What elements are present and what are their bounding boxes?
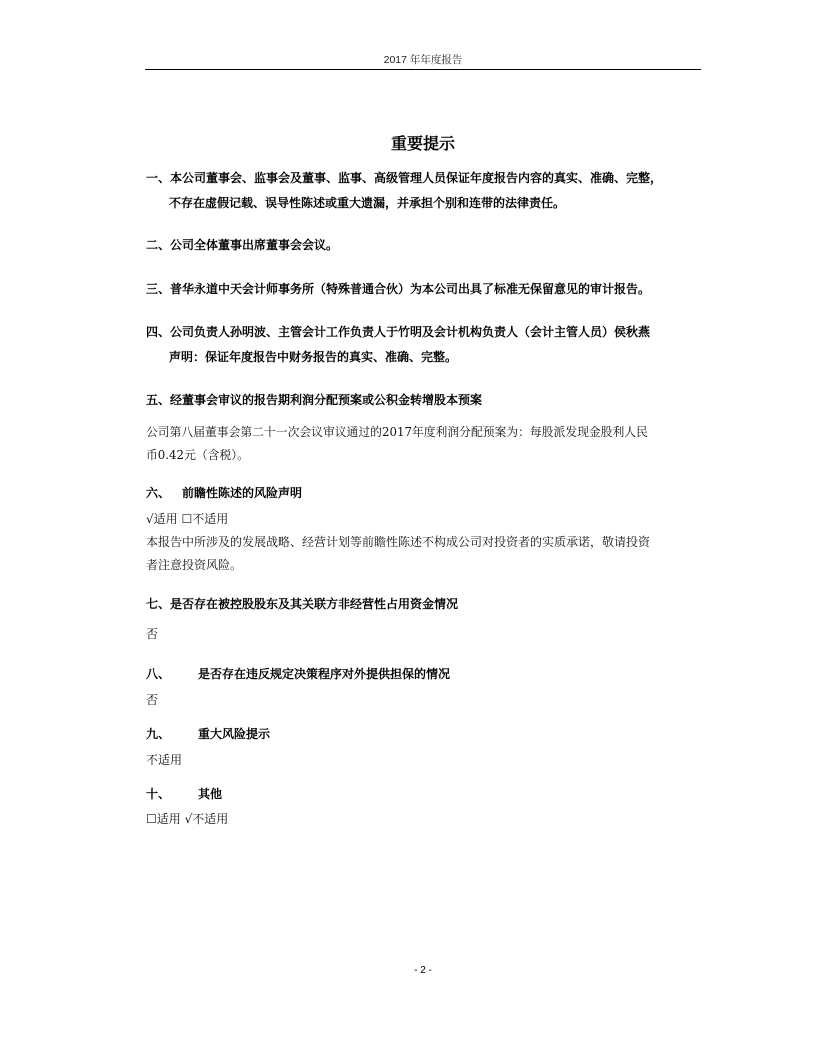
section-8-answer: 否 bbox=[146, 693, 159, 707]
section-8-title: 是否存在违反规定决策程序对外提供担保的情况 bbox=[198, 667, 451, 681]
page-title: 重要提示 bbox=[390, 134, 455, 153]
item-1-line-1: 一、本公司董事会、监事会及董事、监事、高级管理人员保证年度报告内容的真实、准确、完整， bbox=[146, 171, 663, 185]
section-9-heading bbox=[146, 722, 270, 747]
section-10-applicability: ☐适用 √不适用 bbox=[146, 812, 229, 826]
item-3: 三、普华永道中天会计师事务所（特殊普通合伙）为本公司出具了标准无保留意见的审计报告。 bbox=[146, 282, 651, 296]
section-10-number: 十、 bbox=[146, 787, 171, 801]
item-4-line-1: 四、公司负责人孙明波、主管会计工作负责人于竹明及会计机构负责人（会计主管人员）侯秋燕 bbox=[146, 325, 651, 339]
section-7-heading: 七、是否存在被控股股东及其关联方非经营性占用资金情况 bbox=[146, 597, 459, 611]
section-5-body bbox=[146, 421, 648, 467]
item-4 bbox=[146, 320, 650, 370]
section-5-body-line-2: 币0.42元（含税）。 bbox=[146, 448, 249, 462]
section-7-answer: 否 bbox=[146, 627, 159, 641]
section-6-body bbox=[146, 508, 650, 577]
section-6-body-line-2: 者注意投资风险。 bbox=[146, 558, 243, 572]
section-9-answer: 不适用 bbox=[146, 753, 183, 767]
item-4-line-2: 声明：保证年度报告中财务报告的真实、准确、完整。 bbox=[169, 350, 458, 364]
section-10-title: 其他 bbox=[198, 787, 223, 801]
page-number: - 2 - bbox=[414, 965, 432, 976]
item-5: 五、经董事会审议的报告期利润分配预案或公积金转增股本预案 bbox=[146, 393, 483, 407]
section-8-number: 八、 bbox=[146, 667, 171, 681]
section-6-number: 六、 bbox=[146, 486, 171, 500]
section-5-body-line-1: 公司第八届董事会第二十一次会议审议通过的2017年度利润分配预案为：每股派发现金股利人民 bbox=[146, 425, 648, 439]
item-1 bbox=[146, 166, 662, 216]
item-2: 二、公司全体董事出席董事会会议。 bbox=[146, 238, 339, 252]
section-6-heading bbox=[146, 481, 302, 506]
section-10-heading bbox=[146, 782, 222, 807]
header-divider bbox=[145, 69, 701, 70]
section-9-title: 重大风险提示 bbox=[198, 727, 271, 741]
page-header: 2017 年年度报告 bbox=[383, 54, 463, 66]
section-6-title: 前瞻性陈述的风险声明 bbox=[182, 486, 303, 500]
section-6-body-line-1: 本报告中所涉及的发展战略、经营计划等前瞻性陈述不构成公司对投资者的实质承诺，敬请投资 bbox=[146, 535, 651, 549]
section-9-number: 九、 bbox=[146, 727, 171, 741]
section-6-applicability: √适用 ☐不适用 bbox=[146, 512, 229, 526]
section-8-heading bbox=[146, 662, 450, 687]
item-1-line-2: 不存在虚假记载、误导性陈述或重大遗漏，并承担个别和连带的法律责任。 bbox=[169, 196, 566, 210]
